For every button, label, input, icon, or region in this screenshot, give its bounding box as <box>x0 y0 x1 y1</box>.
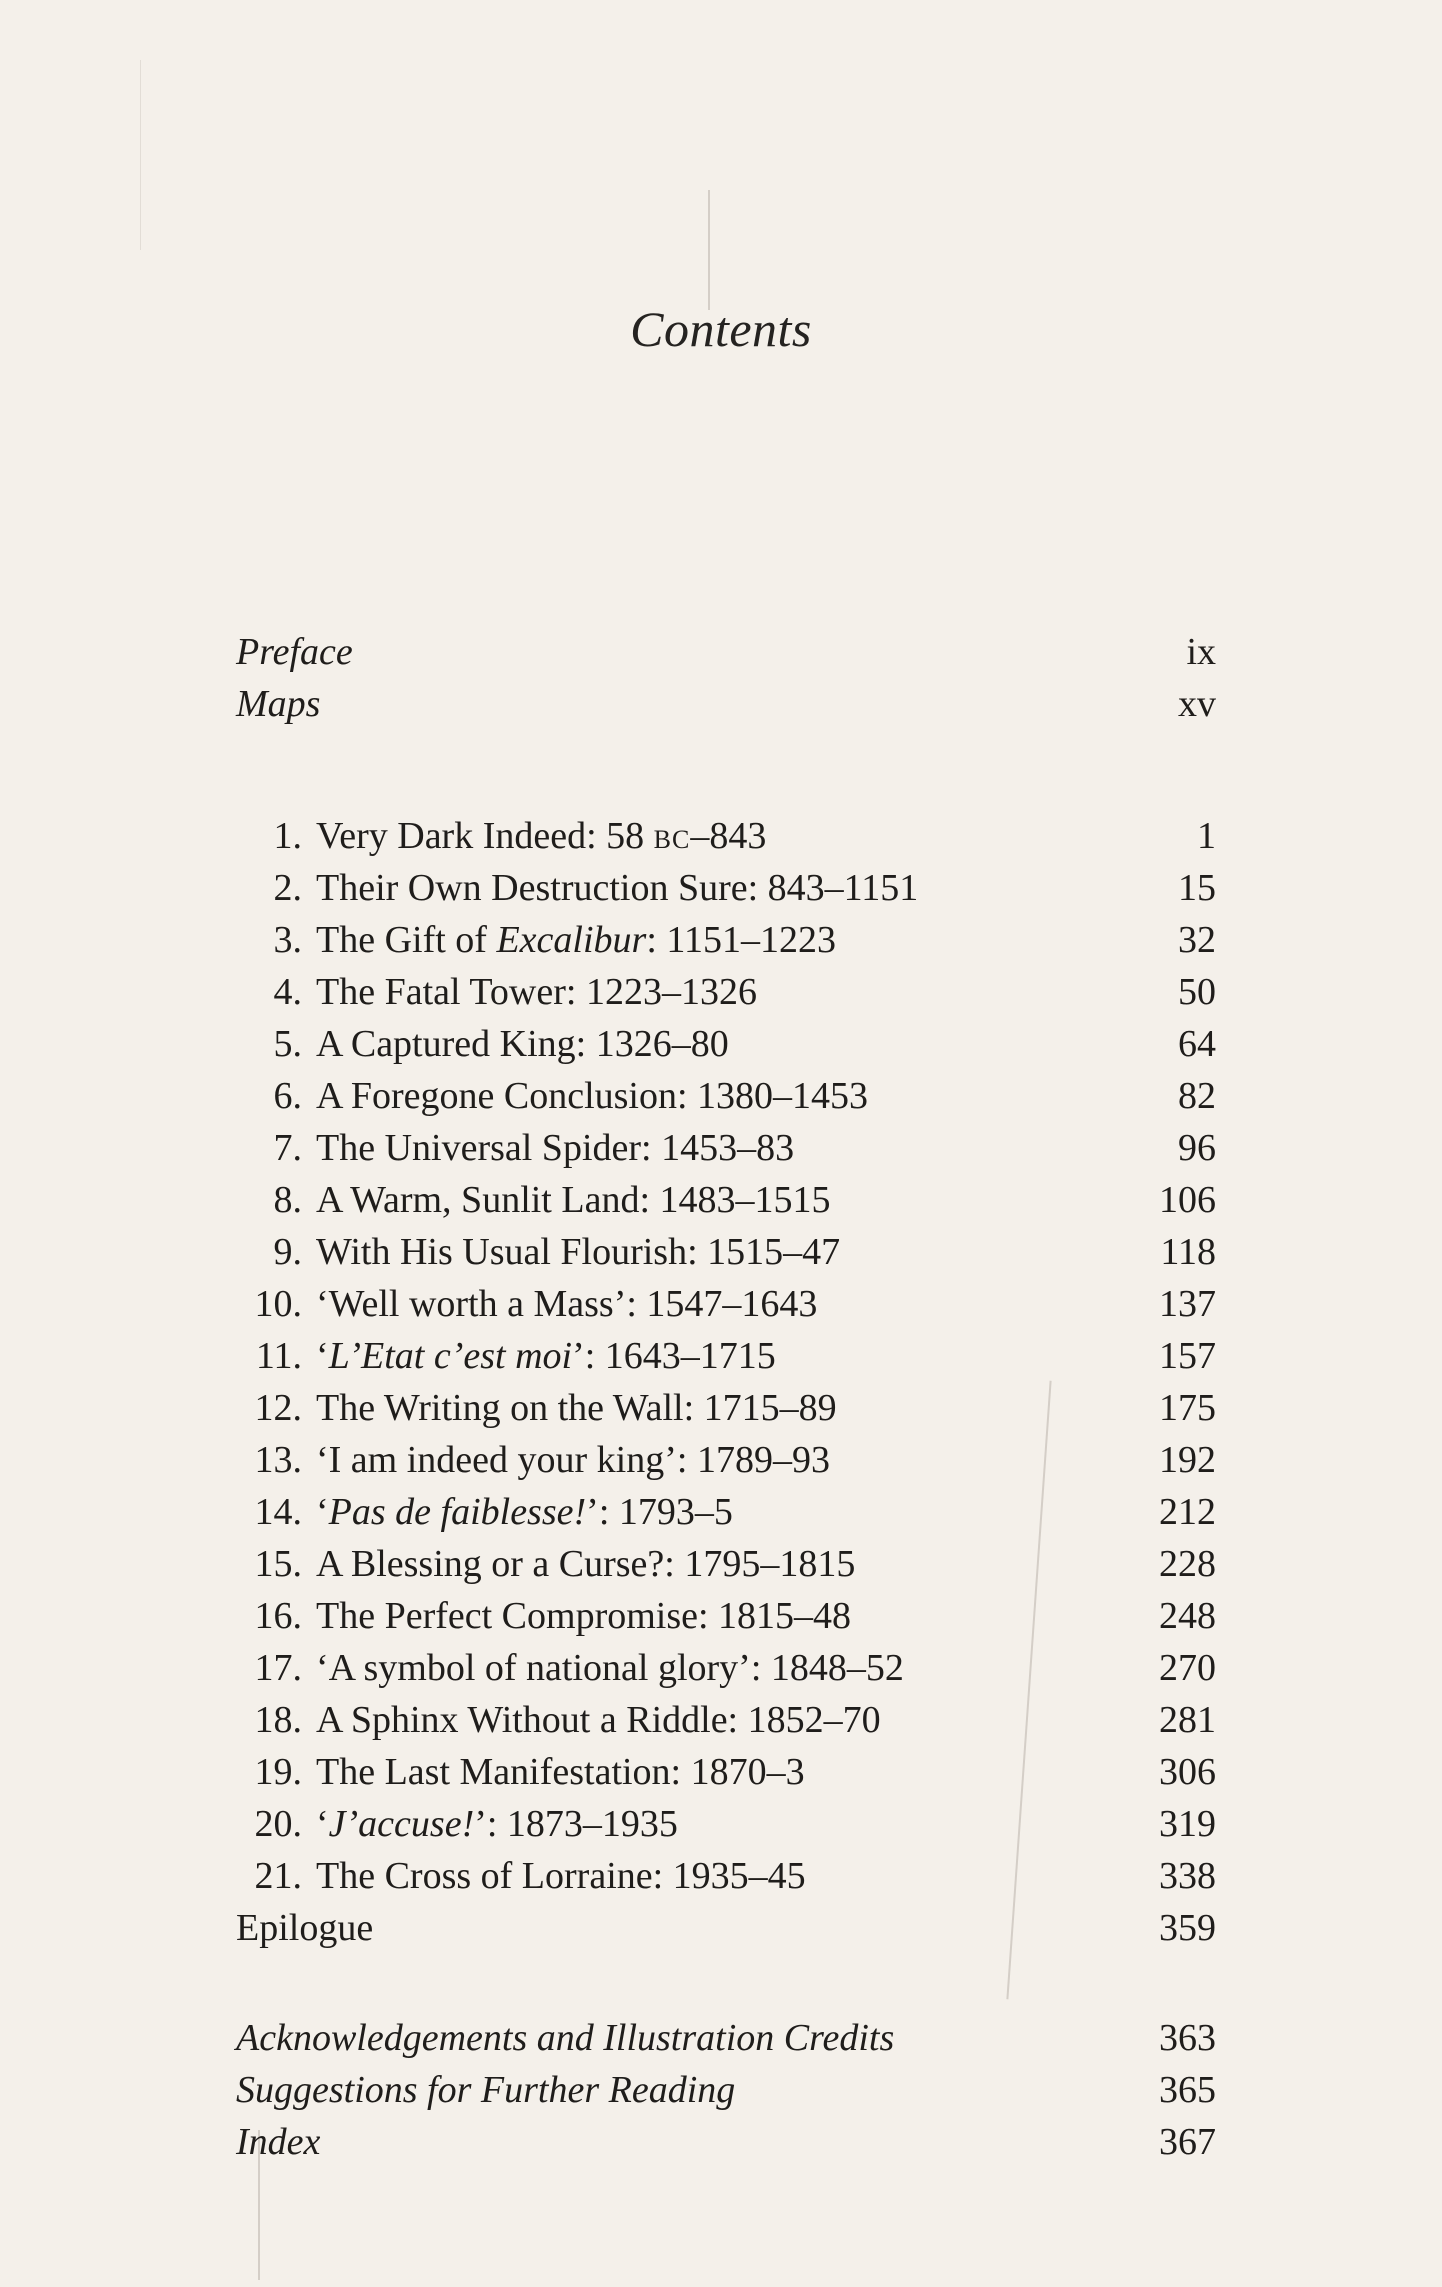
entry-title <box>236 914 836 966</box>
chapter-title-pre: ‘Well worth a Mass’: 1547–1643 <box>316 1283 818 1325</box>
chapter-number: 3. <box>273 919 302 961</box>
chapter-number: 18. <box>254 1699 302 1741</box>
chapter-number: 12. <box>254 1387 302 1429</box>
page-number: ix <box>1186 631 1216 673</box>
chapter-title <box>316 1023 729 1065</box>
entry-title <box>236 1070 868 1122</box>
chapter-number: 11. <box>255 1335 302 1377</box>
entry-title <box>236 1694 881 1746</box>
chapter-title <box>316 1231 840 1273</box>
chapter-title <box>316 1647 904 1689</box>
chapter-title-pre: ‘ <box>316 1335 329 1377</box>
page-number: 192 <box>1159 1439 1216 1481</box>
entry-title: Index <box>236 2121 321 2163</box>
toc-entry-chapter <box>236 1382 1216 1434</box>
chapter-title <box>316 815 766 857</box>
page-number: 1 <box>1197 815 1216 857</box>
page-number: 228 <box>1159 1543 1216 1585</box>
chapter-number: 9. <box>273 1231 302 1273</box>
chapter-title-post: –843 <box>690 815 767 857</box>
chapter-title <box>316 1387 837 1429</box>
chapter-number: 20. <box>254 1803 302 1845</box>
chapter-title-pre: The Last Manifestation: 1870–3 <box>316 1751 805 1793</box>
chapter-title-italic: L’Etat c’est moi <box>328 1335 573 1377</box>
chapter-number: 15. <box>254 1543 302 1585</box>
toc-entry-chapter <box>236 1746 1216 1798</box>
chapter-title <box>316 919 836 961</box>
chapter-number: 6. <box>273 1075 302 1117</box>
chapter-number: 4. <box>273 971 302 1013</box>
chapter-title-sc: BC <box>653 825 691 854</box>
chapter-title-pre: The Writing on the Wall: 1715–89 <box>316 1387 837 1429</box>
entry-title <box>236 1850 806 1902</box>
toc-entry-chapter <box>236 1122 1216 1174</box>
chapter-title <box>316 1595 851 1637</box>
toc-entry-chapter <box>236 914 1216 966</box>
chapter-number: 21. <box>254 1855 302 1897</box>
toc-entry-chapter <box>236 1330 1216 1382</box>
toc-entry-chapter <box>236 1642 1216 1694</box>
entry-title: Preface <box>236 631 353 673</box>
page-number: 175 <box>1159 1387 1216 1429</box>
chapter-title-pre: ‘ <box>316 1803 329 1845</box>
page-number: 96 <box>1178 1127 1216 1169</box>
chapter-title-italic: Excalibur <box>496 919 647 961</box>
chapter-title-post: ’: 1643–1715 <box>572 1335 776 1377</box>
table-of-contents <box>236 626 1216 2168</box>
page-number: 367 <box>1159 2121 1216 2163</box>
toc-entry-chapter <box>236 1538 1216 1590</box>
chapter-title-pre: The Universal Spider: 1453–83 <box>316 1127 795 1169</box>
chapter-number: 13. <box>254 1439 302 1481</box>
entry-title <box>236 1330 776 1382</box>
entry-title: Epilogue <box>236 1907 374 1949</box>
chapter-title <box>316 867 918 909</box>
chapter-title-pre: ‘ <box>316 1491 329 1533</box>
toc-entry-chapter <box>236 1850 1216 1902</box>
chapter-title-pre: A Foregone Conclusion: 1380–1453 <box>316 1075 869 1117</box>
chapter-title-pre: A Blessing or a Curse?: 1795–1815 <box>316 1543 856 1585</box>
chapter-title <box>316 1699 881 1741</box>
page-number: 306 <box>1159 1751 1216 1793</box>
chapter-title-pre: Very Dark Indeed: 58 <box>316 815 654 857</box>
entry-title: Maps <box>236 683 321 725</box>
page-number: 15 <box>1178 867 1216 909</box>
paper-crease-mark <box>708 190 710 310</box>
chapter-title <box>316 1439 830 1481</box>
chapter-number: 5. <box>273 1023 302 1065</box>
chapter-list <box>236 810 1216 1902</box>
page-number: 64 <box>1178 1023 1216 1065</box>
toc-entry-chapter <box>236 862 1216 914</box>
entry-title <box>236 1798 678 1850</box>
page-number: 137 <box>1159 1283 1216 1325</box>
page-number: 338 <box>1159 1855 1216 1897</box>
page-number: 32 <box>1178 919 1216 961</box>
chapter-title-pre: The Cross of Lorraine: 1935–45 <box>316 1855 806 1897</box>
toc-entry-index <box>236 2116 1216 2168</box>
chapter-title <box>316 971 757 1013</box>
page-number: 270 <box>1159 1647 1216 1689</box>
entry-title: Acknowledgements and Illustration Credits <box>236 2017 895 2059</box>
chapter-number: 17. <box>254 1647 302 1689</box>
chapter-title <box>316 1283 817 1325</box>
chapter-number: 14. <box>254 1491 302 1533</box>
chapter-number: 19. <box>254 1751 302 1793</box>
toc-entry-chapter <box>236 1434 1216 1486</box>
toc-entry-chapter <box>236 1226 1216 1278</box>
entry-title <box>236 966 757 1018</box>
entry-title <box>236 1018 729 1070</box>
chapter-title <box>316 1855 806 1897</box>
chapter-number: 16. <box>254 1595 302 1637</box>
entry-title <box>236 1226 840 1278</box>
entry-title <box>236 1486 733 1538</box>
chapter-title <box>316 1127 794 1169</box>
toc-entry-further-reading <box>236 2064 1216 2116</box>
entry-title <box>236 1434 830 1486</box>
toc-entry-acknowledgements <box>236 2012 1216 2064</box>
chapter-title-pre: The Fatal Tower: 1223–1326 <box>316 971 757 1013</box>
entry-title <box>236 810 766 866</box>
toc-entry-maps <box>236 678 1216 730</box>
chapter-title <box>316 1075 868 1117</box>
toc-entry-chapter <box>236 1070 1216 1122</box>
chapter-title <box>316 1751 805 1793</box>
page-number: 281 <box>1159 1699 1216 1741</box>
page-number: 118 <box>1160 1231 1216 1273</box>
chapter-title-pre: A Captured King: 1326–80 <box>316 1023 729 1065</box>
page-number: 365 <box>1159 2069 1216 2111</box>
page-number: 82 <box>1178 1075 1216 1117</box>
page-title: Contents <box>630 301 812 357</box>
page-number: 157 <box>1159 1335 1216 1377</box>
page-number: 359 <box>1159 1907 1216 1949</box>
chapter-title-pre: ‘A symbol of national glory’: 1848–52 <box>316 1647 904 1689</box>
entry-title <box>236 1174 831 1226</box>
page-number: 106 <box>1159 1179 1216 1221</box>
toc-entry-chapter <box>236 1278 1216 1330</box>
chapter-title-pre: The Perfect Compromise: 1815–48 <box>316 1595 852 1637</box>
chapter-title <box>316 1491 733 1533</box>
page-number: 212 <box>1159 1491 1216 1533</box>
chapter-title <box>316 1335 776 1377</box>
chapter-title-pre: The Gift of <box>316 919 497 961</box>
entry-title <box>236 1746 805 1798</box>
entry-title <box>236 1278 817 1330</box>
chapter-title-pre: ‘I am indeed your king’: 1789–93 <box>316 1439 830 1481</box>
toc-entry-chapter <box>236 1694 1216 1746</box>
page-number: 319 <box>1159 1803 1216 1845</box>
toc-entry-epilogue <box>236 1902 1216 1954</box>
chapter-number: 7. <box>273 1127 302 1169</box>
entry-title <box>236 1382 837 1434</box>
chapter-title-post: ’: 1793–5 <box>586 1491 733 1533</box>
entry-title <box>236 1122 794 1174</box>
chapter-title-pre: Their Own Destruction Sure: 843–1151 <box>316 867 919 909</box>
entry-title: Suggestions for Further Reading <box>236 2069 736 2111</box>
chapter-title-pre: With His Usual Flourish: 1515–47 <box>316 1231 841 1273</box>
paper-crease-mark <box>140 60 141 250</box>
chapter-title-pre: A Sphinx Without a Riddle: 1852–70 <box>316 1699 881 1741</box>
toc-entry-chapter <box>236 1174 1216 1226</box>
chapter-number: 2. <box>273 867 302 909</box>
toc-entry-chapter <box>236 1018 1216 1070</box>
chapter-title <box>316 1543 855 1585</box>
toc-entry-chapter <box>236 1798 1216 1850</box>
chapter-title-italic: Pas de faiblesse! <box>328 1491 587 1533</box>
chapter-title <box>316 1179 831 1221</box>
entry-title <box>236 1538 855 1590</box>
page-number: xv <box>1178 683 1216 725</box>
chapter-number: 10. <box>254 1283 302 1325</box>
chapter-title-post: ’: 1873–1935 <box>474 1803 678 1845</box>
entry-title <box>236 1642 904 1694</box>
toc-entry-chapter <box>236 1590 1216 1642</box>
chapter-title <box>316 1803 678 1845</box>
toc-entry-preface <box>236 626 1216 678</box>
toc-entry-chapter <box>236 1486 1216 1538</box>
chapter-title-post: : 1151–1223 <box>646 919 836 961</box>
page-number: 248 <box>1159 1595 1216 1637</box>
toc-entry-chapter <box>236 810 1216 862</box>
chapter-number: 8. <box>273 1179 302 1221</box>
toc-entry-chapter <box>236 966 1216 1018</box>
page-number: 363 <box>1159 2017 1216 2059</box>
page-number: 50 <box>1178 971 1216 1013</box>
chapter-title-pre: A Warm, Sunlit Land: 1483–1515 <box>316 1179 831 1221</box>
chapter-number: 1. <box>273 815 302 857</box>
entry-title <box>236 1590 851 1642</box>
chapter-title-italic: J’accuse! <box>328 1803 475 1845</box>
entry-title <box>236 862 918 914</box>
